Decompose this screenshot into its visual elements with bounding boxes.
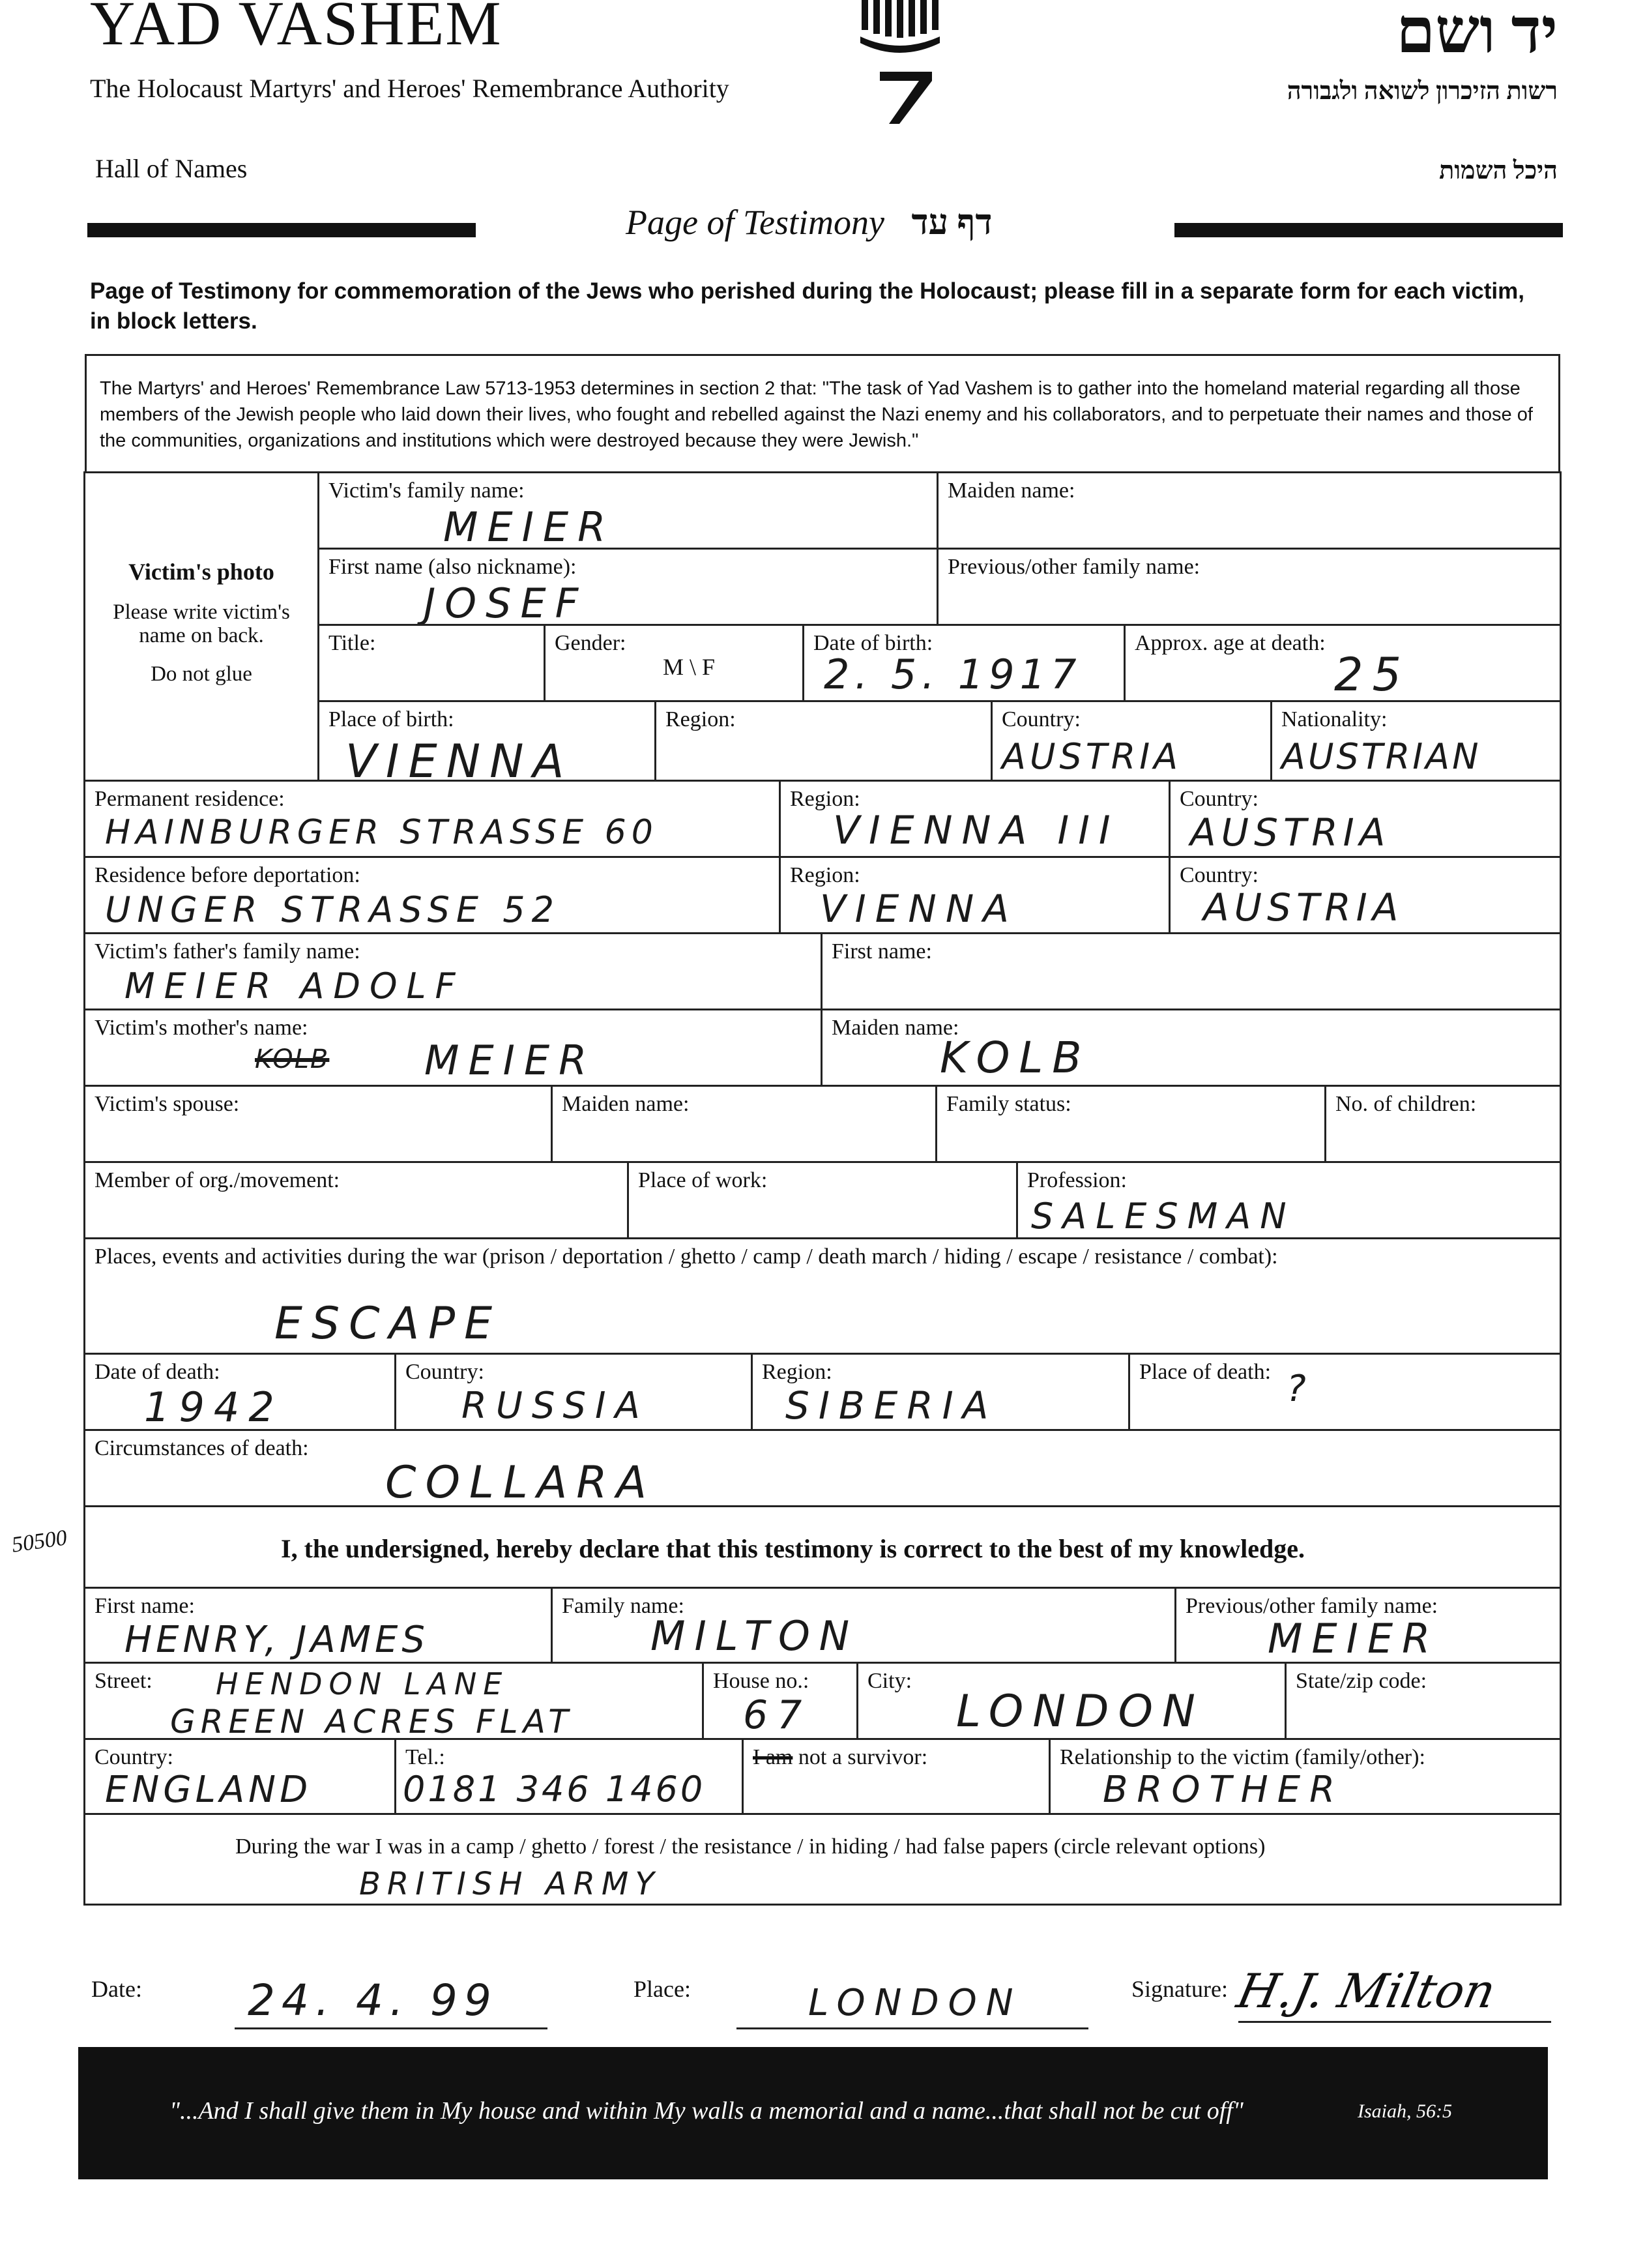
age-at-death-label: Approx. age at death: <box>1135 631 1326 655</box>
mother-name-value: MEIER <box>424 1037 596 1084</box>
place-of-birth-label: Place of birth: <box>328 707 454 731</box>
age-at-death-value: 25 <box>1334 648 1411 701</box>
during-war-value: BRITISH ARMY <box>359 1866 661 1902</box>
nationality-label: Nationality: <box>1281 707 1388 731</box>
org-title: YAD VASHEM <box>90 0 502 58</box>
survivor-struck-text: I am <box>753 1745 793 1769</box>
birth-country-label: Country: <box>1002 707 1081 731</box>
previous-family-name-label: Previous/other family name: <box>948 555 1201 579</box>
mother-name-field[interactable] <box>83 1009 822 1087</box>
telephone-field[interactable] <box>394 1738 744 1815</box>
death-country-field[interactable] <box>394 1353 753 1431</box>
date-of-death-label: Date of death: <box>95 1360 220 1384</box>
spouse-label: Victim's spouse: <box>95 1092 240 1116</box>
circumstances-of-death-field[interactable] <box>83 1429 1562 1507</box>
relationship-field[interactable] <box>1049 1738 1562 1815</box>
member-org-label: Member of org./movement: <box>95 1168 340 1192</box>
victim-photo-box[interactable] <box>83 471 319 782</box>
spouse-maiden-name-label: Maiden name: <box>562 1092 690 1116</box>
intro-text: Page of Testimony for commemoration of the Jews who perished during the Holocaust; please fill in a separate form for each victim, in block letters. <box>90 278 1524 334</box>
birth-country-field[interactable] <box>991 700 1272 782</box>
date-line <box>235 2027 547 2029</box>
permanent-residence-label: Permanent residence: <box>95 787 285 811</box>
permanent-region-field[interactable] <box>779 780 1171 858</box>
street-line-2: GREEN ACRES FLAT <box>170 1703 574 1741</box>
submitter-family-name-field[interactable] <box>551 1587 1176 1664</box>
birth-region-label: Region: <box>665 707 736 731</box>
submitter-first-name-label: First name: <box>95 1594 195 1618</box>
profession-field[interactable] <box>1016 1161 1562 1239</box>
permanent-region-label: Region: <box>790 787 860 811</box>
submitter-country-label: Country: <box>95 1745 173 1769</box>
footer-quote: "...And I shall give them in My house and within My walls a memorial and a name...that shall not be cut off" <box>169 2097 1244 2125</box>
telephone-label: Tel.: <box>405 1745 445 1769</box>
first-name-label: First name (also nickname): <box>328 555 577 579</box>
father-first-name-label: First name: <box>832 939 932 964</box>
city-value: LONDON <box>956 1686 1204 1737</box>
death-country-label: Country: <box>405 1360 484 1384</box>
date-of-birth-value: 2. 5. 1917 <box>824 651 1082 698</box>
submitter-family-name-label: Family name: <box>562 1594 684 1618</box>
father-family-name-label: Victim's father's family name: <box>95 939 360 964</box>
deportation-country-label: Country: <box>1180 863 1259 887</box>
house-number-field[interactable] <box>702 1662 858 1740</box>
residence-before-deportation-field[interactable] <box>83 856 781 934</box>
street-label: Street: <box>95 1669 153 1693</box>
death-country-value: RUSSIA <box>461 1385 649 1427</box>
permanent-country-value: AUSTRIA <box>1190 810 1391 855</box>
survivor-label <box>753 1745 927 1770</box>
birth-country-value: AUSTRIA <box>1002 736 1182 777</box>
mother-maiden-name-value: KOLB <box>940 1033 1091 1083</box>
hall-of-names-label: Hall of Names <box>95 154 248 183</box>
place-of-work-field[interactable] <box>627 1161 1018 1239</box>
victim-photo-instructions: Please write victim's name on back. <box>113 600 290 647</box>
deportation-region-label: Region: <box>790 863 860 887</box>
declaration-row <box>83 1505 1562 1589</box>
age-at-death-field[interactable] <box>1124 624 1562 702</box>
maiden-name-field[interactable] <box>937 471 1562 550</box>
places-events-label: Places, events and activities during the war (prison / deportation / ghetto / camp / death march / hiding / escape / resistance / combat): <box>95 1244 1278 1269</box>
street-field[interactable] <box>83 1662 704 1740</box>
submitter-previous-name-value: MEIER <box>1268 1615 1440 1662</box>
city-field[interactable] <box>856 1662 1287 1740</box>
family-status-field[interactable] <box>935 1085 1326 1163</box>
father-family-name-value: MEIER ADOLF <box>124 965 465 1007</box>
submitter-family-name-value: MILTON <box>650 1612 859 1660</box>
law-text: The Martyrs' and Heroes' Remembrance Law 5713-1953 determines in section 2 that: "The task of Yad Vashem is to gather into the homeland material regarding all those members of the Jewish people who laid down their lives, who fought and rebelled against the Nazi enemy and his collaborators, and to perpetuate their names and those of the communities, organizations and institutions which were destroyed because they were Jewish." <box>85 354 1560 473</box>
divider-right <box>1174 223 1563 237</box>
gender-label: Gender: <box>555 631 626 655</box>
submitter-first-name-value: HENRY, JAMES <box>124 1619 429 1661</box>
during-war-label: During the war I was in a camp / ghetto / forest / the resistance / in hiding / had false papers (circle relevant options) <box>235 1834 1266 1859</box>
permanent-country-field[interactable] <box>1169 780 1562 858</box>
date-label: Date: <box>91 1976 142 2002</box>
profession-value: SALESMAN <box>1031 1196 1296 1237</box>
death-region-value: SIBERIA <box>785 1383 998 1428</box>
member-org-field[interactable] <box>83 1161 629 1239</box>
family-name-value: MEIER <box>443 503 615 551</box>
permanent-region-value: VIENNA III <box>833 808 1120 853</box>
profession-label: Profession: <box>1027 1168 1127 1192</box>
during-war-field[interactable] <box>83 1813 1562 1906</box>
declaration-text: I, the undersigned, hereby declare that this testimony is correct to the best of my knowledge. <box>281 1534 1305 1563</box>
places-events-field[interactable] <box>83 1237 1562 1355</box>
previous-family-name-field[interactable] <box>937 548 1562 626</box>
number-of-children-label: No. of children: <box>1335 1092 1477 1116</box>
mother-maiden-name-label: Maiden name: <box>832 1016 959 1040</box>
place-line <box>736 2027 1088 2029</box>
signature-label: Signature: <box>1131 1976 1228 2002</box>
submitter-previous-name-field[interactable] <box>1174 1587 1562 1664</box>
place-of-birth-value: VIENNA <box>345 735 574 788</box>
date-of-death-field[interactable] <box>83 1353 396 1431</box>
deportation-region-field[interactable] <box>779 856 1171 934</box>
house-number-label: House no.: <box>713 1669 809 1693</box>
victim-photo-note: Do not glue <box>151 662 252 686</box>
family-name-label: Victim's family name: <box>328 479 525 503</box>
house-number-value: 67 <box>743 1692 811 1738</box>
gender-field[interactable] <box>544 624 804 702</box>
nationality-field[interactable] <box>1270 700 1562 782</box>
residence-before-deportation-value: UNGER STRASSE 52 <box>105 889 560 930</box>
place-of-death-field[interactable] <box>1128 1353 1562 1431</box>
city-label: City: <box>867 1669 912 1693</box>
submitter-country-field[interactable] <box>83 1738 396 1815</box>
telephone-value: 0181 346 1460 <box>403 1769 706 1810</box>
footer-banner <box>78 2047 1548 2179</box>
places-events-value: ESCAPE <box>274 1298 502 1349</box>
place-of-work-label: Place of work: <box>638 1168 768 1192</box>
org-subtitle: The Holocaust Martyrs' and Heroes' Remembrance Authority <box>90 74 729 103</box>
place-value: LONDON <box>808 1982 1023 2024</box>
death-region-field[interactable] <box>751 1353 1130 1431</box>
date-of-death-value: 1942 <box>144 1383 284 1431</box>
father-first-name-field[interactable] <box>821 932 1562 1010</box>
org-title-hebrew: יד ושם <box>1396 0 1558 66</box>
date-of-birth-field[interactable] <box>802 624 1126 702</box>
permanent-residence-value: HAINBURGER STRASSE 60 <box>105 813 658 852</box>
survivor-label-text: not a survivor: <box>798 1745 928 1769</box>
spouse-field[interactable] <box>83 1085 553 1163</box>
family-name-field[interactable] <box>317 471 939 550</box>
org-subtitle-hebrew: רשות הזיכרון לשואה ולגבורה <box>1287 78 1558 105</box>
deportation-region-value: VIENNA <box>820 887 1018 931</box>
title-field[interactable] <box>317 624 546 702</box>
state-zip-label: State/zip code: <box>1296 1669 1427 1693</box>
number-of-children-field[interactable] <box>1324 1085 1562 1163</box>
deportation-country-value: AUSTRIA <box>1203 885 1404 930</box>
date-of-birth-label: Date of birth: <box>813 631 933 655</box>
maiden-name-label: Maiden name: <box>948 479 1075 503</box>
spouse-maiden-name-field[interactable] <box>551 1085 937 1163</box>
page-title-he: דף עד <box>911 203 993 242</box>
state-zip-field[interactable] <box>1285 1662 1562 1740</box>
permanent-country-label: Country: <box>1180 787 1259 811</box>
residence-before-deportation-label: Residence before deportation: <box>95 863 360 887</box>
circumstances-of-death-label: Circumstances of death: <box>95 1436 309 1460</box>
birth-region-field[interactable] <box>654 700 993 782</box>
place-of-birth-field[interactable] <box>317 700 656 788</box>
mother-name-struck: KOLB <box>255 1044 330 1074</box>
submitter-country-value: ENGLAND <box>105 1769 312 1811</box>
deportation-country-field[interactable] <box>1169 856 1562 934</box>
family-status-label: Family status: <box>946 1092 1071 1116</box>
page-title <box>626 202 992 243</box>
survivor-field[interactable] <box>742 1738 1051 1815</box>
submitter-first-name-field[interactable] <box>83 1587 553 1664</box>
first-name-value: JOSEF <box>424 580 588 627</box>
nationality-value: AUSTRIAN <box>1281 736 1481 777</box>
page-title-en: Page of Testimony <box>626 203 884 242</box>
margin-number: 50500 <box>10 1525 69 1557</box>
footer-source: Isaiah, 56:5 <box>1358 2100 1452 2122</box>
divider-left <box>87 223 476 237</box>
gender-value: M \ F <box>663 654 716 680</box>
victim-photo-title: Victim's photo <box>128 559 274 585</box>
signature-line <box>1238 2021 1551 2023</box>
death-region-label: Region: <box>762 1360 832 1384</box>
place-of-death-value: ? <box>1287 1368 1315 1410</box>
relationship-label: Relationship to the victim (family/other): <box>1060 1745 1425 1769</box>
place-of-death-label: Place of death: <box>1139 1360 1272 1384</box>
place-label: Place: <box>633 1976 691 2002</box>
mother-name-label: Victim's mother's name: <box>95 1016 308 1040</box>
relationship-value: BROTHER <box>1103 1769 1345 1811</box>
hall-of-names-hebrew: היכל השמות <box>1439 157 1558 184</box>
mother-maiden-name-field[interactable] <box>821 1009 1562 1087</box>
father-family-name-field[interactable] <box>83 932 822 1010</box>
first-name-field[interactable] <box>317 548 939 626</box>
permanent-residence-field[interactable] <box>83 780 781 858</box>
date-value: 24. 4. 99 <box>248 1975 498 2025</box>
signature-value: H.J. Milton <box>1232 1964 1501 2018</box>
submitter-previous-name-label: Previous/other family name: <box>1186 1594 1438 1618</box>
testimony-form <box>83 471 1562 1906</box>
menorah-logo-icon <box>854 0 945 130</box>
circumstances-of-death-value: COLLARA <box>385 1457 656 1509</box>
street-line-1: HENDON LANE <box>216 1666 509 1701</box>
title-label: Title: <box>328 631 376 655</box>
